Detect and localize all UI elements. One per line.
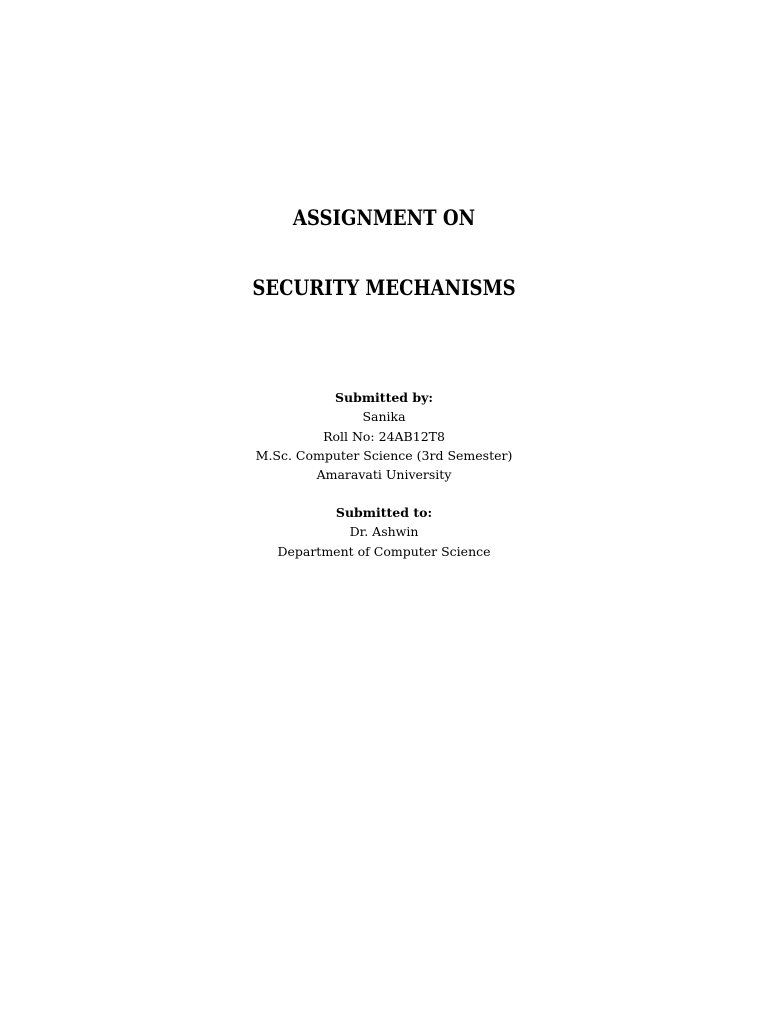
course-info: M.Sc. Computer Science (3rd Semester) xyxy=(255,447,513,463)
teacher-name: Dr. Ashwin xyxy=(349,524,419,540)
roll-number: Roll No: 24AB12T8 xyxy=(323,428,445,444)
department-name: Department of Computer Science xyxy=(277,543,491,559)
submitted-by-section xyxy=(0,388,768,484)
title-line-1: ASSIGNMENT ON xyxy=(292,205,476,230)
submitted-to-heading: Submitted to: xyxy=(335,505,433,520)
title-line-2: SECURITY MECHANISMS xyxy=(252,275,516,300)
student-name: Sanika xyxy=(362,409,406,425)
submitted-to-section xyxy=(0,503,768,561)
university-name: Amaravati University xyxy=(316,467,452,483)
submitted-by-heading: Submitted by: xyxy=(334,390,434,405)
